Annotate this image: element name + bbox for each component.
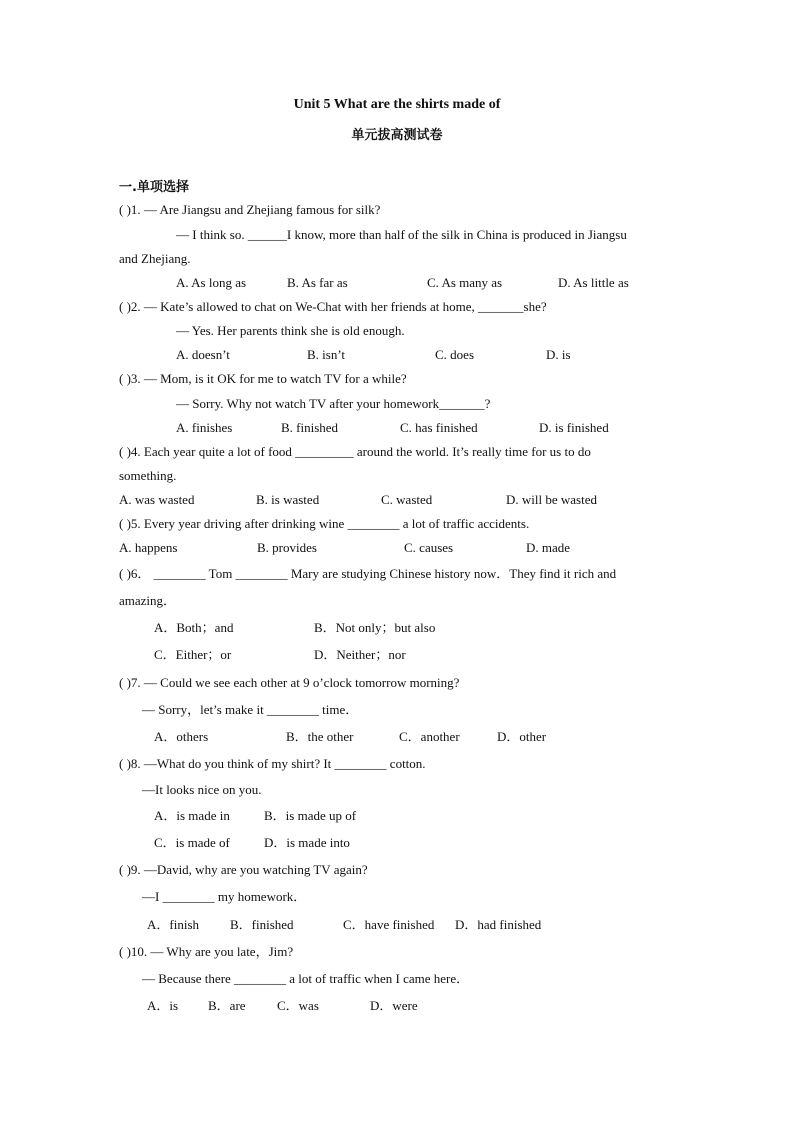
question-10-option-d: D．were [370, 998, 418, 1013]
question-6-stem: ( )6． ________ Tom ________ Mary are studying Chinese history now．They find it rich and [119, 566, 617, 581]
question-4-option-a: A. was wasted [119, 492, 195, 507]
question-5-stem: ( )5. Every year driving after drinking wine ________ a lot of traffic accidents. [119, 516, 530, 531]
question-4-option-b: B. is wasted [256, 492, 320, 507]
question-3-line-2: — Sorry. Why not watch TV after your homework_______? [176, 396, 491, 411]
question-3-stem: ( )3. — Mom, is it OK for me to watch TV for a while? [119, 371, 407, 386]
question-3-option-d: D. is finished [539, 420, 609, 435]
question-1-option-c: C. As many as [427, 275, 503, 290]
question-4-option-d: D. will be wasted [506, 492, 597, 507]
question-6-option-b: B．Not only；but also [314, 620, 436, 635]
page-title: Unit 5 What are the shirts made of [293, 97, 501, 112]
question-7-option-a: A．others [154, 729, 209, 744]
question-7-option-c: C．another [399, 729, 460, 744]
question-9-option-b: B．finished [230, 917, 294, 932]
question-2-line-2: — Yes. Her parents think she is old enough. [176, 323, 405, 338]
question-8-option-d: D．is made into [264, 835, 350, 850]
question-9-stem: ( )9. —David, why are you watching TV again? [119, 862, 368, 877]
section-heading: 一.单项选择 [119, 180, 189, 195]
question-9-option-a: A．finish [147, 917, 200, 932]
question-4-stem: ( )4. Each year quite a lot of food _________ around the world. It’s really time for us to do [119, 444, 591, 459]
question-4-option-c: C. wasted [381, 492, 433, 507]
question-2-option-d: D. is [546, 347, 571, 362]
question-9-option-c: C．have finished [343, 917, 435, 932]
question-8-stem: ( )8. —What do you think of my shirt? It ________ cotton. [119, 756, 426, 771]
question-1-line-2: — I think so. ______I know, more than half of the silk in China is produced in Jiangsu [176, 227, 627, 242]
question-10-option-c: C．was [277, 998, 319, 1013]
question-8-option-b: B．is made up of [264, 808, 357, 823]
question-6-line-2: amazing． [119, 593, 177, 608]
page-subtitle: 单元拔高测试卷 [351, 128, 443, 143]
question-7-line-2: — Sorry，let’s make it ________ time． [142, 702, 359, 717]
question-1-line-3: and Zhejiang. [119, 251, 191, 266]
question-1-stem: ( )1. — Are Jiangsu and Zhejiang famous for silk? [119, 202, 381, 217]
question-8-option-a: A．is made in [154, 808, 230, 823]
question-10-option-b: B．are [208, 998, 246, 1013]
question-3-option-b: B. finished [281, 420, 339, 435]
question-10-line-2: — Because there ________ a lot of traffic when I came here． [142, 971, 470, 986]
question-9-option-d: D．had finished [455, 917, 542, 932]
question-10-stem: ( )10. — Why are you late，Jim? [119, 944, 294, 959]
question-2-option-b: B. isn’t [307, 347, 346, 362]
question-4-line-2: something. [119, 468, 177, 483]
question-5-option-a: A. happens [119, 540, 178, 555]
question-1-option-b: B. As far as [287, 275, 348, 290]
question-5-option-c: C. causes [404, 540, 454, 555]
question-1-option-a: A. As long as [176, 275, 247, 290]
question-2-option-a: A. doesn’t [176, 347, 230, 362]
question-6-option-d: D．Neither；nor [314, 647, 406, 662]
question-2-option-c: C. does [435, 347, 474, 362]
question-6-option-a: A．Both；and [154, 620, 234, 635]
question-1-option-d: D. As little as [558, 275, 629, 290]
question-7-option-b: B．the other [286, 729, 354, 744]
question-8-line-2: —It looks nice on you. [142, 782, 262, 797]
question-5-option-d: D. made [526, 540, 571, 555]
question-2-stem: ( )2. — Kate’s allowed to chat on We-Chat with her friends at home, _______she? [119, 299, 547, 314]
question-3-option-c: C. has finished [400, 420, 478, 435]
question-9-line-2: —I ________ my homework． [142, 889, 307, 904]
question-3-option-a: A. finishes [176, 420, 233, 435]
question-10-option-a: A．is [147, 998, 179, 1013]
question-5-option-b: B. provides [257, 540, 317, 555]
question-7-option-d: D．other [497, 729, 547, 744]
question-7-stem: ( )7. — Could we see each other at 9 o’clock tomorrow morning? [119, 675, 460, 690]
question-8-option-c: C．is made of [154, 835, 230, 850]
question-6-option-c: C．Either；or [154, 647, 232, 662]
